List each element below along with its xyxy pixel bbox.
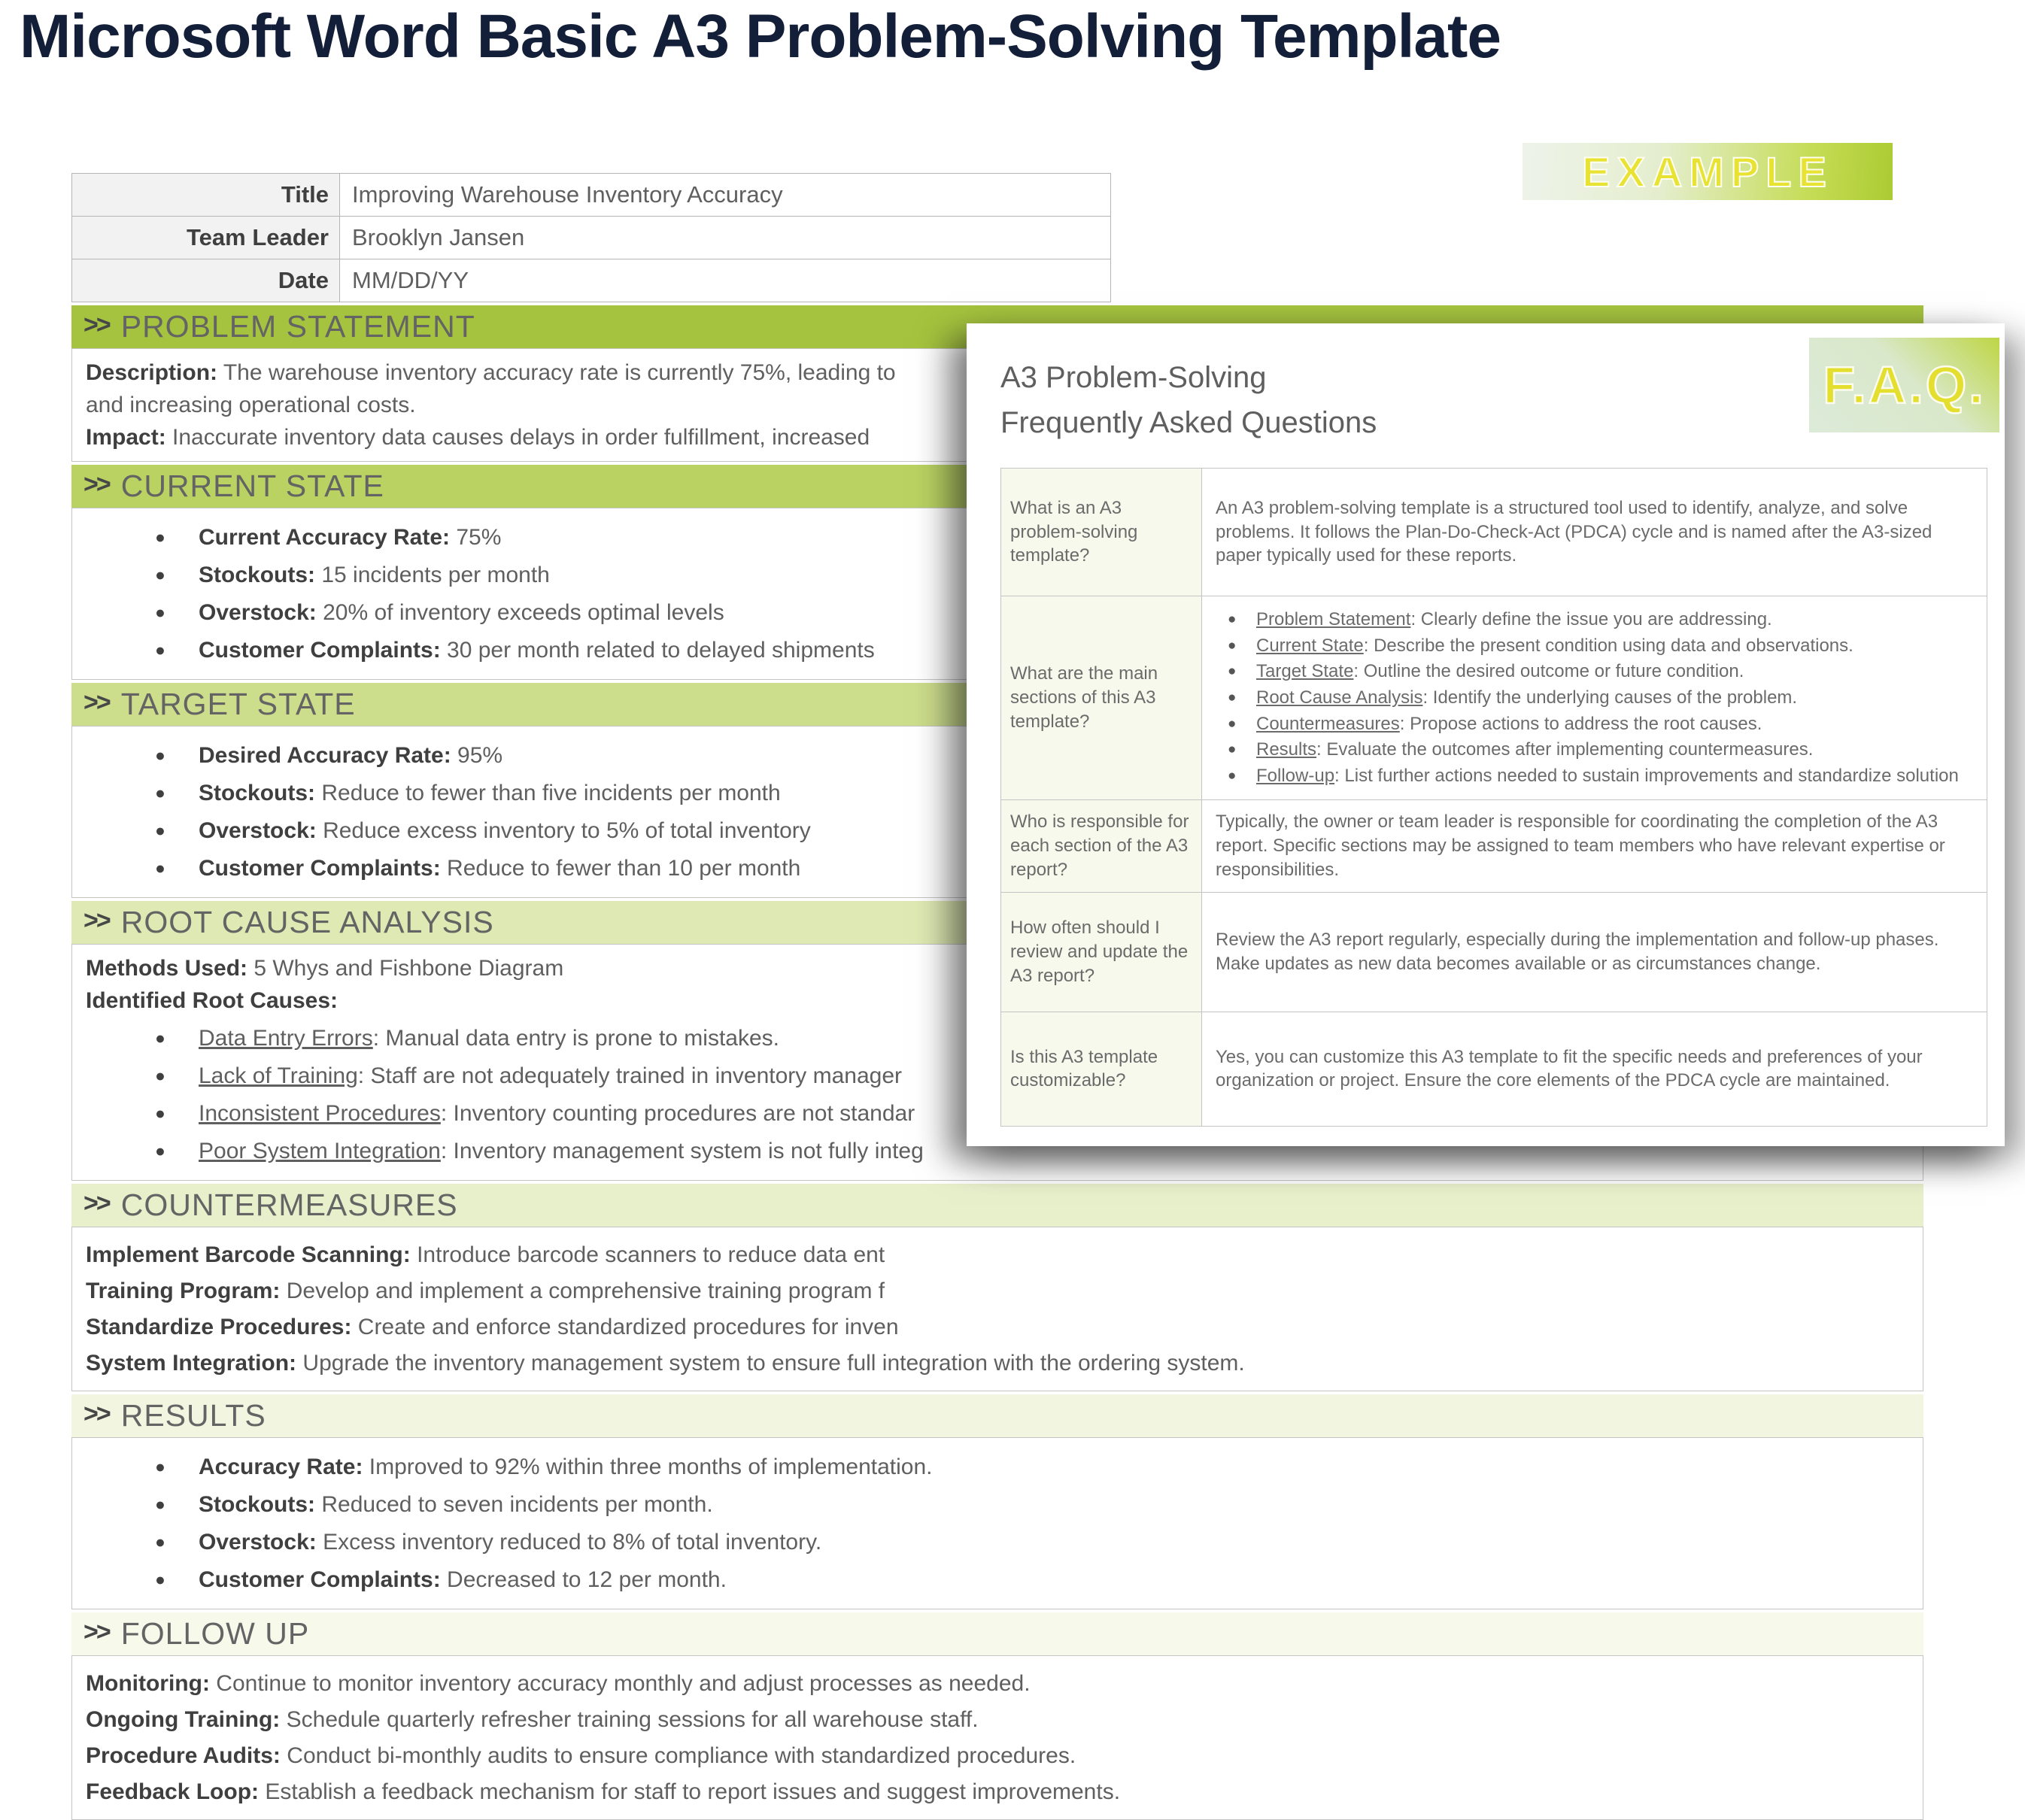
bullet-text: 95% [451, 743, 503, 768]
chevron-icon: >> [83, 310, 109, 339]
faq-question: Is this A3 template customizable? [1001, 1012, 1202, 1126]
line-text: Create and enforce standardized procedures for inven [351, 1315, 899, 1339]
table-row [1001, 799, 1987, 892]
bullet-icon: ● [155, 527, 165, 547]
chevron-icon: >> [83, 905, 109, 935]
line-lead: Methods Used: [86, 956, 248, 981]
bullet-text: 15 incidents per month [315, 563, 550, 587]
bullet-lead: Inconsistent Procedures [199, 1101, 441, 1126]
bullet-icon: ● [1228, 663, 1237, 680]
section-title: TARGET STATE [120, 687, 356, 721]
section-results [71, 1394, 1923, 1609]
bullet-text: Reduced to seven incidents per month. [315, 1492, 713, 1517]
list-item [1228, 738, 1973, 762]
example-badge: EXAMPLE [1523, 143, 1893, 200]
title-value: Improving Warehouse Inventory Accuracy [340, 174, 1111, 217]
bullet-text: : Inventory counting procedures are not standar [440, 1101, 915, 1126]
bullet-icon: ● [1228, 690, 1237, 706]
section-content [71, 1437, 1923, 1609]
bullet-icon: ● [155, 1141, 165, 1160]
section-title: PROBLEM STATEMENT [120, 309, 475, 344]
bullet-lead: Desired Accuracy Rate: [199, 743, 451, 768]
table-row [72, 174, 1111, 217]
bullet-lead: Stockouts: [199, 1492, 316, 1517]
line-lead: Standardize Procedures: [86, 1315, 352, 1339]
bullet-lead: Current State [1256, 635, 1364, 656]
bullet-lead: Stockouts: [199, 781, 316, 805]
list-item [155, 1565, 1909, 1594]
team-leader-value: Brooklyn Jansen [340, 217, 1111, 259]
table-row [72, 259, 1111, 302]
bullet-icon: ● [155, 565, 165, 584]
bullet-icon: ● [1228, 611, 1237, 627]
section-title: COUNTERMEASURES [120, 1188, 458, 1222]
doc-line [86, 1240, 1909, 1269]
table-row [1001, 469, 1987, 596]
table-row [1001, 1012, 1987, 1126]
doc-line [86, 1312, 1909, 1342]
line-lead: Feedback Loop: [86, 1779, 260, 1804]
doc-line [86, 1777, 1909, 1806]
line-lead: Procedure Audits: [86, 1743, 281, 1768]
bullet-icon: ● [1228, 742, 1237, 758]
bullet-icon: ● [155, 821, 165, 840]
line-text: 5 Whys and Fishbone Diagram [247, 956, 564, 981]
line-lead: Training Program: [86, 1279, 281, 1303]
date-label: Date [72, 259, 340, 302]
bullet-lead: Stockouts: [199, 563, 316, 587]
doc-line [86, 1276, 1909, 1306]
faq-question: Who is responsible for each section of the A3 report? [1001, 799, 1202, 892]
bullet-icon: ● [155, 1457, 165, 1476]
list-item [1228, 712, 1973, 736]
bullet-text: : Clearly define the issue you are addressing. [1410, 609, 1772, 629]
line-text: Introduce barcode scanners to reduce data ent [410, 1242, 885, 1267]
bullet-lead: Current Accuracy Rate: [199, 525, 450, 550]
chevron-icon: >> [83, 1188, 109, 1218]
doc-line [86, 1348, 1909, 1378]
line-text: Continue to monitor inventory accuracy monthly and adjust processes as needed. [209, 1671, 1031, 1696]
faq-badge: F.A.Q. [1809, 338, 1999, 432]
bullet-text: Excess inventory reduced to 8% of total inventory. [316, 1530, 822, 1555]
faq-question: How often should I review and update the A3 report? [1001, 892, 1202, 1012]
section-countermeasures [71, 1184, 1923, 1391]
faq-panel [967, 323, 2005, 1146]
bullet-lead: Countermeasures [1256, 713, 1400, 734]
line-text: Develop and implement a comprehensive training program f [280, 1279, 885, 1303]
faq-answer [1202, 596, 1987, 800]
bullet-icon: ● [155, 1494, 165, 1514]
chevron-icon: >> [83, 469, 109, 499]
section-title: RESULTS [120, 1398, 266, 1433]
title-label: Title [72, 174, 340, 217]
bullet-text: : Propose actions to address the root causes. [1399, 713, 1762, 734]
bullet-text: : Outline the desired outcome or future condition. [1353, 661, 1744, 682]
bullet-icon: ● [155, 858, 165, 878]
bullet-lead: Problem Statement [1256, 609, 1411, 629]
line-text: Schedule quarterly refresher training sessions for all warehouse staff. [280, 1707, 979, 1732]
bullet-lead: Customer Complaints: [199, 1567, 441, 1592]
bullet-text: : List further actions needed to sustain improvements and standardize solution [1334, 766, 1959, 787]
bullet-text: : Describe the present condition using data and observations. [1363, 635, 1853, 656]
bullet-icon: ● [155, 783, 165, 802]
bullet-lead: Data Entry Errors [199, 1026, 373, 1051]
table-row [72, 217, 1111, 259]
faq-question: What are the main sections of this A3 template? [1001, 596, 1202, 800]
section-band [71, 1394, 1923, 1437]
bullet-text: : Evaluate the outcomes after implementing countermeasures. [1316, 739, 1814, 760]
bullet-text: : Staff are not adequately trained in inventory manager [357, 1063, 903, 1088]
chevron-icon: >> [83, 1399, 109, 1428]
bullet-icon: ● [1228, 715, 1237, 732]
bullet-lead: Results [1256, 739, 1317, 760]
bullet-icon: ● [155, 1532, 165, 1552]
line-lead: Impact: [86, 425, 166, 450]
bullet-lead: Customer Complaints: [199, 638, 441, 663]
section-band [71, 1612, 1923, 1655]
team-leader-label: Team Leader [72, 217, 340, 259]
table-row [1001, 596, 1987, 800]
section-band [71, 1184, 1923, 1227]
doc-line [86, 1741, 1909, 1770]
section-follow-up [71, 1612, 1923, 1820]
header-table [71, 173, 1111, 302]
faq-answer: Typically, the owner or team leader is responsible for coordinating the completion of the A3 report. Specific sections may be assigned to team members who have relevant expertise or responsibilities. [1202, 799, 1987, 892]
bullet-lead: Poor System Integration [199, 1139, 441, 1163]
bullet-icon: ● [155, 640, 165, 660]
bullet-text: 30 per month related to delayed shipments [440, 638, 875, 663]
bullet-text: : Inventory management system is not fully integ [440, 1139, 924, 1163]
bullet-lead: Follow-up [1256, 766, 1335, 787]
line-lead: System Integration: [86, 1351, 297, 1376]
line-text: Upgrade the inventory management system to ensure full integration with the ordering system. [296, 1351, 1245, 1376]
section-title: CURRENT STATE [120, 469, 384, 503]
chevron-icon: >> [83, 687, 109, 717]
list-item [155, 1490, 1909, 1519]
list-item [155, 1452, 1909, 1482]
section-content [71, 1227, 1923, 1391]
bullet-icon: ● [1228, 768, 1237, 784]
bullet-text: 20% of inventory exceeds optimal levels [316, 600, 724, 625]
line-lead: Identified Root Causes: [86, 988, 339, 1013]
line-text: Inaccurate inventory data causes delays in order fulfillment, increased [165, 425, 870, 450]
faq-title-line1: A3 Problem-Solving [1000, 361, 1267, 394]
bullet-icon: ● [155, 1103, 165, 1123]
bullet-lead: Overstock: [199, 1530, 317, 1555]
faq-table [1000, 468, 1987, 1127]
bullet-lead: Overstock: [199, 600, 317, 625]
faq-title-line2: Frequently Asked Questions [1000, 406, 1377, 439]
line-lead: Description: [86, 360, 218, 385]
line-text: Establish a feedback mechanism for staff to report issues and suggest improvements. [259, 1779, 1121, 1804]
table-row [1001, 892, 1987, 1012]
list-item [155, 1527, 1909, 1557]
bullet-text: Reduce to fewer than 10 per month [440, 856, 801, 881]
bullet-text: 75% [450, 525, 502, 550]
bullet-icon: ● [155, 1028, 165, 1048]
page-title: Microsoft Word Basic A3 Problem-Solving Template [20, 2, 1501, 71]
bullet-lead: Target State [1256, 661, 1354, 682]
bullet-text: : Manual data entry is prone to mistakes. [372, 1026, 779, 1051]
line-text: The warehouse inventory accuracy rate is currently 75%, leading to [217, 360, 896, 385]
list-item [1228, 686, 1973, 710]
line-text: and increasing operational costs. [86, 393, 416, 417]
line-text: Conduct bi-monthly audits to ensure compliance with standardized procedures. [280, 1743, 1076, 1768]
list-item [1228, 764, 1973, 788]
faq-question: What is an A3 problem-solving template? [1001, 469, 1202, 596]
section-title: FOLLOW UP [120, 1616, 310, 1651]
bullet-text: Improved to 92% within three months of implementation. [363, 1454, 933, 1479]
line-lead: Implement Barcode Scanning: [86, 1242, 411, 1267]
bullet-text: Reduce to fewer than five incidents per month [315, 781, 781, 805]
bullet-lead: Root Cause Analysis [1256, 687, 1423, 708]
bullet-icon: ● [1228, 637, 1237, 654]
list-item [1228, 660, 1973, 684]
bullet-lead: Customer Complaints: [199, 856, 441, 881]
chevron-icon: >> [83, 1617, 109, 1646]
bullet-lead: Lack of Training [199, 1063, 358, 1088]
line-lead: Monitoring: [86, 1671, 210, 1696]
list-item [1228, 634, 1973, 658]
section-content [71, 1655, 1923, 1820]
list-item [1228, 608, 1973, 632]
date-value: MM/DD/YY [340, 259, 1111, 302]
bullet-lead: Accuracy Rate: [199, 1454, 363, 1479]
bullet-icon: ● [155, 1066, 165, 1085]
doc-line [86, 1669, 1909, 1698]
bullet-icon: ● [155, 745, 165, 765]
bullet-icon: ● [155, 1570, 165, 1589]
faq-answer: Review the A3 report regularly, especially during the implementation and follow-up phases. Make updates as new data becomes available or as circumstances change. [1202, 892, 1987, 1012]
doc-line [86, 1705, 1909, 1734]
faq-answer: Yes, you can customize this A3 template to fit the specific needs and preferences of your organization or project. Ensure the core elements of the PDCA cycle are maintained. [1202, 1012, 1987, 1126]
bullet-icon: ● [155, 602, 165, 622]
bullet-text: Decreased to 12 per month. [440, 1567, 727, 1592]
line-lead: Ongoing Training: [86, 1707, 281, 1732]
faq-answer: An A3 problem-solving template is a structured tool used to identify, analyze, and solve problems. It follows the Plan-Do-Check-Act (PDCA) cycle and is named after the A3-sized paper typically used for these reports. [1202, 469, 1987, 596]
section-title: ROOT CAUSE ANALYSIS [120, 905, 494, 939]
bullet-text: Reduce excess inventory to 5% of total inventory [316, 818, 811, 843]
bullet-lead: Overstock: [199, 818, 317, 843]
bullet-text: : Identify the underlying causes of the problem. [1422, 687, 1798, 708]
